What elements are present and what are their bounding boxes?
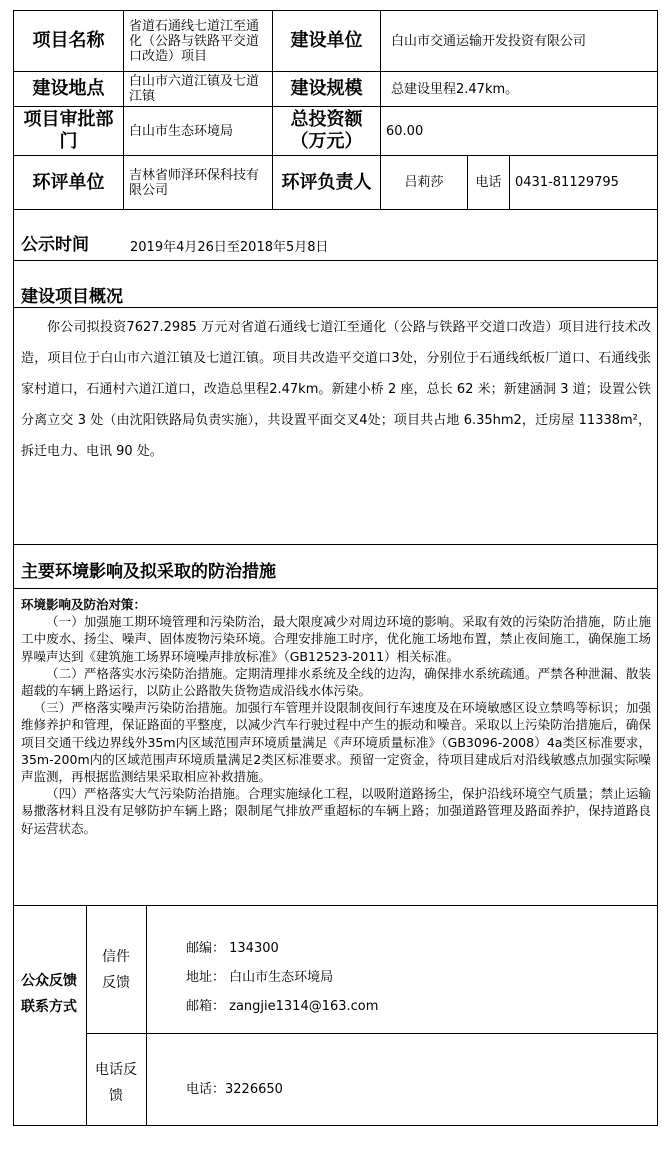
scale-label: 建设规模 [272,71,381,107]
publicity-label: 公示时间 [21,235,89,255]
measures-title: 主要环境影响及拟采取的防治措施 [21,562,276,582]
approval-value: 白山市生态环境局 [123,106,273,156]
postcode: 邮编： 134300 [186,941,279,956]
measure-item-1: （一）加强施工期环境管理和污染防治，最大限度减少对周边环境的影响。采取有效的污染防治措施，防止施工中废水、扬尘、噪声、固体废物污染环境。合理安排施工时序，优化施工场地布置，禁止夜间施工，确保施工场界噪声达到《建筑施工场界环境噪声排放标准》（GB12523-2011）相关标准。 [21,614,651,664]
builder-value: 白山市交通运输开发投资有限公司 [380,10,658,72]
location-label: 建设地点 [13,71,124,107]
investment-value: 60.00 [380,106,658,156]
feedback-phone: 电话：3226650 [186,1082,283,1097]
address: 地址： 白山市生态环境局 [186,970,334,985]
letter-feedback-label: 信件反馈 [102,949,130,991]
email[interactable]: 邮箱： zangjie1314@163.com [186,999,379,1014]
divider [13,905,658,906]
location-value: 白山市六道江镇及七道江镇 [123,71,273,107]
builder-label: 建设单位 [272,10,381,72]
overview-text-block [21,312,651,467]
measures-heading: 环境影响及防治对策： [21,597,147,612]
measure-item-3: （三）严格落实噪声污染防治措施。加强行车管理并设限制夜间行车速度及在环境敏感区设立禁鸣等标识；加强维修养护和管理，保证路面的平整度，以减少汽车行驶过程中产生的振动和噪音。采取以上污染防治措施后，确保项目交通干线边界线外35m内区域范围声环境质量满足《声环境质量标准》（GB3096-2008）4a类区标准要求，35m-200m内的区域范围声环境质量满足2类区标准要求。预留一定资金，待项目建成后对沿线敏感点加强实际噪声监测，再根据监测结果采取相应补救措施。 [21,700,651,785]
project-name-value: 省道石通线七道江至通化（公路与铁路平交道口改造）项目 [123,10,273,72]
divider [13,588,658,589]
overview-title: 建设项目概况 [21,287,123,307]
eia-person-value: 吕莉莎 [380,155,468,210]
overview-text: 你公司拟投资7627.2985 万元对省道石通线七道江至通化（公路与铁路平交道口改造）项目进行技术改造，项目位于白山市六道江镇及七道江镇。项目共改造平交道口3处，分别位于石通线纸板厂道口、石通线张家村道口，石通村六道江道口，改造总里程2.47km。新建小桥 2 座，总长 62 米；新建涵洞 3 道；设置公铁分离立交 3 处（由沈阳铁路局负责实施），共设置平面交叉4处；项目共占地 6.35hm2，迁房屋 11338m²，拆迁电力、电讯 90 处。 [21,320,651,459]
eia-unit-label: 环评单位 [13,155,124,210]
publicity-value: 2019年4月26日至2018年5月8日 [130,240,329,255]
divider [86,905,87,1126]
feedback-label: 公众反馈联系方式 [21,973,77,1015]
measure-item-2: （二）严格落实水污染防治措施。定期清理排水系统及全线的边沟，确保排水系统疏通。严禁各种泄漏、散装超载的车辆上路运行，以防止公路散失货物造成沿线水体污染。 [21,665,651,699]
phone-value: 0431-81129795 [509,155,658,210]
scale-value: 总建设里程2.47km。 [380,71,658,107]
publicity-row [13,209,658,261]
measure-item-4: （四）严格落实大气污染防治措施。合理实施绿化工程，以吸附道路扬尘，保护沿线环境空气质量；禁止运输易撒落材料且没有足够防护车辆上路；限制尾气排放严重超标的车辆上路；加强道路管理及路面养护，保持道路良好运营状态。 [21,786,651,836]
eia-person-label: 环评负责人 [272,155,381,210]
phone-feedback-label: 电话反馈 [95,1062,137,1104]
measures-text-block [21,596,651,837]
phone-label: 电话 [467,155,510,210]
divider [13,544,658,545]
eia-unit-value: 吉林省师泽环保科技有限公司 [123,155,273,210]
divider [13,307,658,308]
investment-label: 总投资额（万元） [272,106,381,156]
divider [146,905,147,1126]
approval-label: 项目审批部门 [13,106,124,156]
project-name-label: 项目名称 [13,10,124,72]
divider [86,1033,658,1034]
